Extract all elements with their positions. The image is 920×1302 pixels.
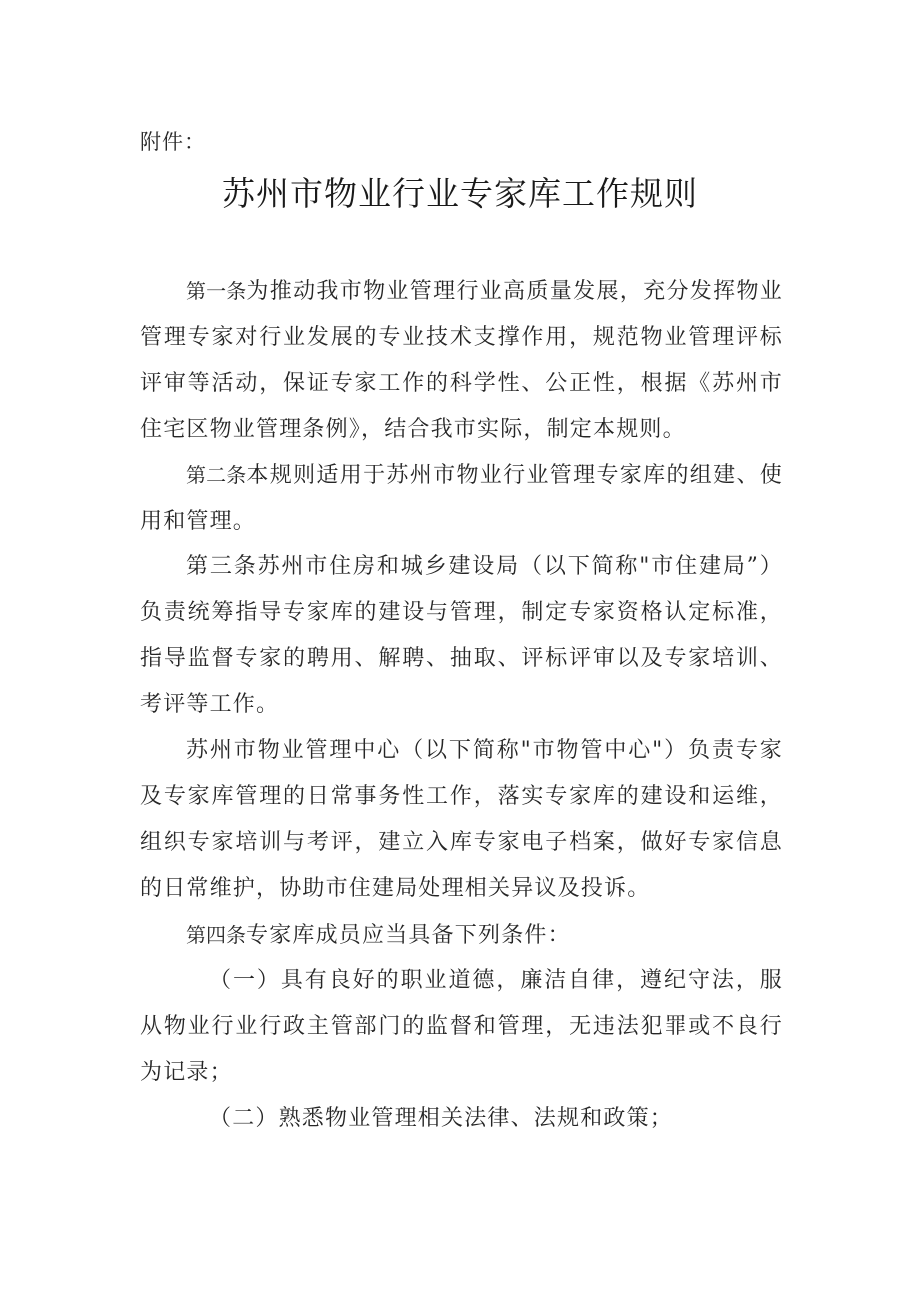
article-3-continued-paragraph [140, 728, 783, 912]
article-1-paragraph [140, 268, 783, 453]
condition-1-paragraph [140, 958, 783, 1096]
article-2-number: 第二条 [186, 463, 247, 487]
condition-1-text: （一）具有良好的职业道德，廉洁自律，遵纪守法，服从物业行业行政主管部门的监督和管理，无违法犯罪或不良行为记录； [140, 968, 783, 1085]
article-4-number: 第四条 [186, 923, 246, 947]
article-1-text: 为推动我市物业管理行业高质量发展，充分发挥物业管理专家对行业发展的专业技术支撑作用，规范物业管理评标评审等活动，保证专家工作的科学性、公正性，根据《苏州市住宅区物业管理条例》，结合我市实际，制定本规则。 [140, 279, 784, 442]
attachment-label: 附件： [140, 130, 206, 154]
article-1-number: 第一条 [186, 279, 247, 303]
condition-2-paragraph [140, 1096, 783, 1142]
article-2-text: 本规则适用于苏州市物业行业管理专家库的组建、使用和管理。 [140, 463, 784, 534]
condition-2-text: （二）熟悉物业管理相关法律、法规和政策； [209, 1106, 674, 1131]
article-4-text: 专家库成员应当具备下列条件： [246, 923, 571, 948]
article-4-paragraph [140, 912, 783, 959]
article-3-text: 第三条苏州市住房和城乡建设局（以下简称"市住建局”）负责统筹指导专家库的建设与管理，制定专家资格认定标准，指导监督专家的聘用、解聘、抽取、评标评审以及专家培训、考评等工作。 [140, 554, 783, 717]
article-2-paragraph [140, 452, 783, 545]
article-3-continued-text: 苏州市物业管理中心（以下简称"市物管中心"）负责专家及专家库管理的日常事务性工作，落实专家库的建设和运维，组织专家培训与考评，建立入库专家电子档案，做好专家信息的日常维护，协助市住建局处理相关异议及投诉。 [140, 738, 783, 901]
document-title: 苏州市物业行业专家库工作规则 [222, 174, 698, 213]
article-3-paragraph [140, 544, 783, 728]
